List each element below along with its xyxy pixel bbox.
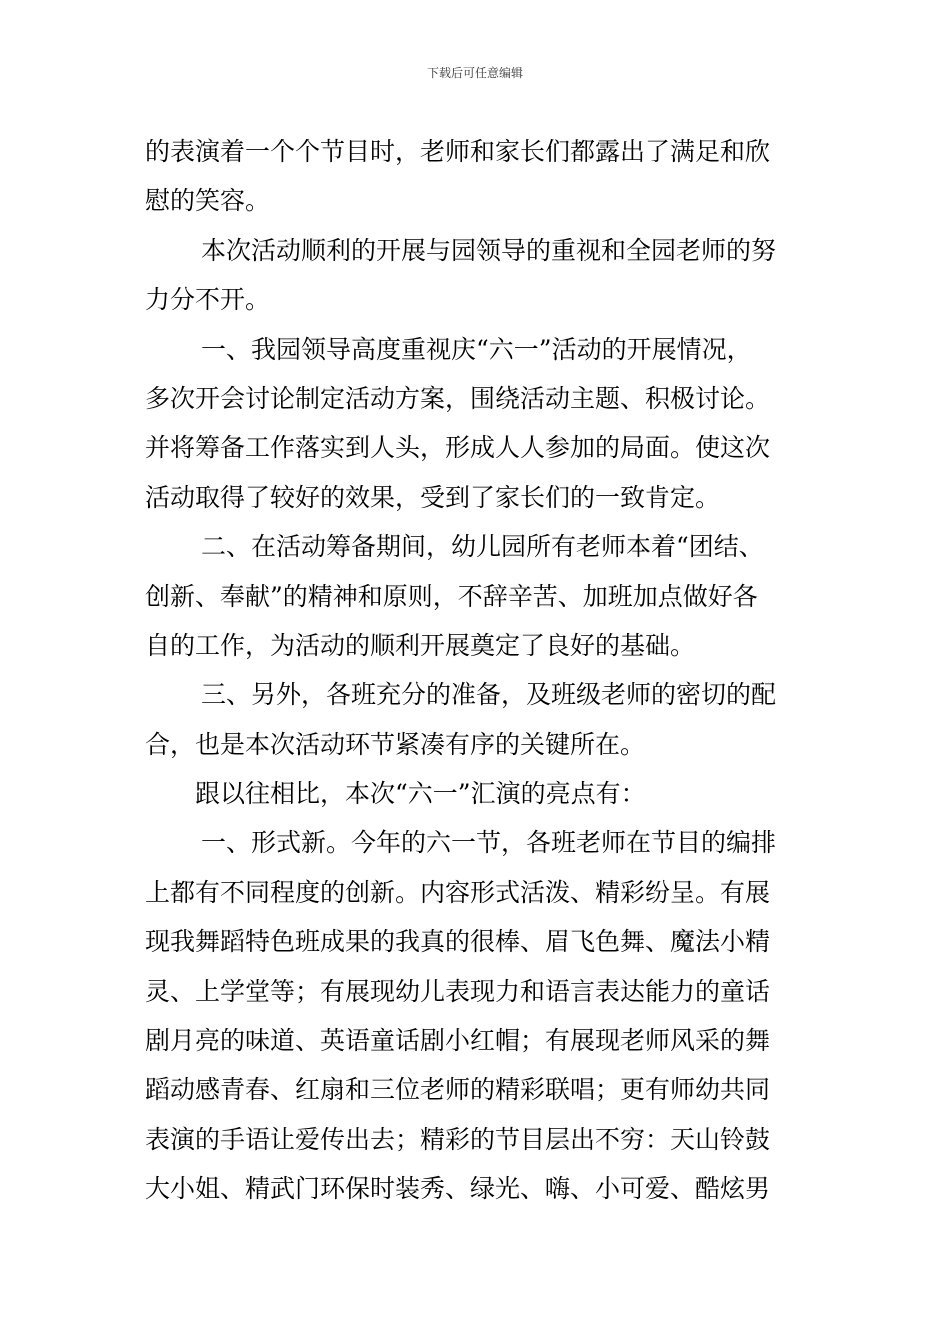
text-line: 上都有不同程度的创新。内容形式活泼、精彩纷呈。有展 bbox=[145, 877, 771, 907]
text-line: 的表演着一个个节目时，老师和家长们都露出了满足和欣 bbox=[145, 137, 771, 166]
text-line: 剧月亮的味道、英语童话剧小红帽；有展现老师风采的舞 bbox=[145, 1026, 771, 1056]
text-line: 三、另外，各班充分的准备，及班级老师的密切的配 bbox=[201, 680, 777, 710]
text-line: 一、我园领导高度重视庆“六一”活动的开展情况， bbox=[201, 334, 752, 364]
text-line: 慰的笑容。 bbox=[145, 186, 271, 216]
text-line: 自的工作，为活动的顺利开展奠定了良好的基础。 bbox=[145, 630, 696, 660]
text-line: 大小姐、精武门环保时装秀、绿光、嗨、小可爱、酷炫男 bbox=[145, 1174, 771, 1204]
text-line: 活动取得了较好的效果，受到了家长们的一致肯定。 bbox=[145, 482, 721, 512]
text-line: 力分不开。 bbox=[145, 285, 271, 315]
text-line: 多次开会讨论制定活动方案，围绕活动主题、积极讨论。 bbox=[145, 383, 771, 413]
text-line: 现我舞蹈特色班成果的我真的很棒、眉飞色舞、魔法小精 bbox=[145, 927, 771, 957]
text-line: 灵、上学堂等；有展现幼儿表现力和语言表达能力的童话 bbox=[145, 976, 771, 1006]
text-line: 跟以往相比，本次“六一”汇演的亮点有： bbox=[195, 779, 646, 809]
text-line: 合，也是本次活动环节紧凑有序的关键所在。 bbox=[145, 729, 646, 759]
document-body bbox=[145, 127, 807, 1214]
text-line: 蹈动感青春、红扇和三位老师的精彩联唱；更有师幼共同 bbox=[145, 1075, 771, 1105]
text-line: 表演的手语让爱传出去；精彩的节目层出不穷：天山铃鼓 bbox=[145, 1124, 771, 1154]
text-line: 一、形式新。今年的六一节，各班老师在节目的编排 bbox=[201, 828, 777, 858]
text-line: 二、在活动筹备期间，幼儿园所有老师本着“团结、 bbox=[201, 532, 764, 562]
text-line: 创新、奉献”的精神和原则，不辞辛苦、加班加点做好各 bbox=[145, 581, 758, 611]
page-header: 下载后可任意编辑 bbox=[426, 66, 523, 80]
text-line: 并将筹备工作落实到人头，形成人人参加的局面。使这次 bbox=[145, 433, 771, 463]
text-line: 本次活动顺利的开展与园领导的重视和全园老师的努 bbox=[201, 235, 777, 265]
